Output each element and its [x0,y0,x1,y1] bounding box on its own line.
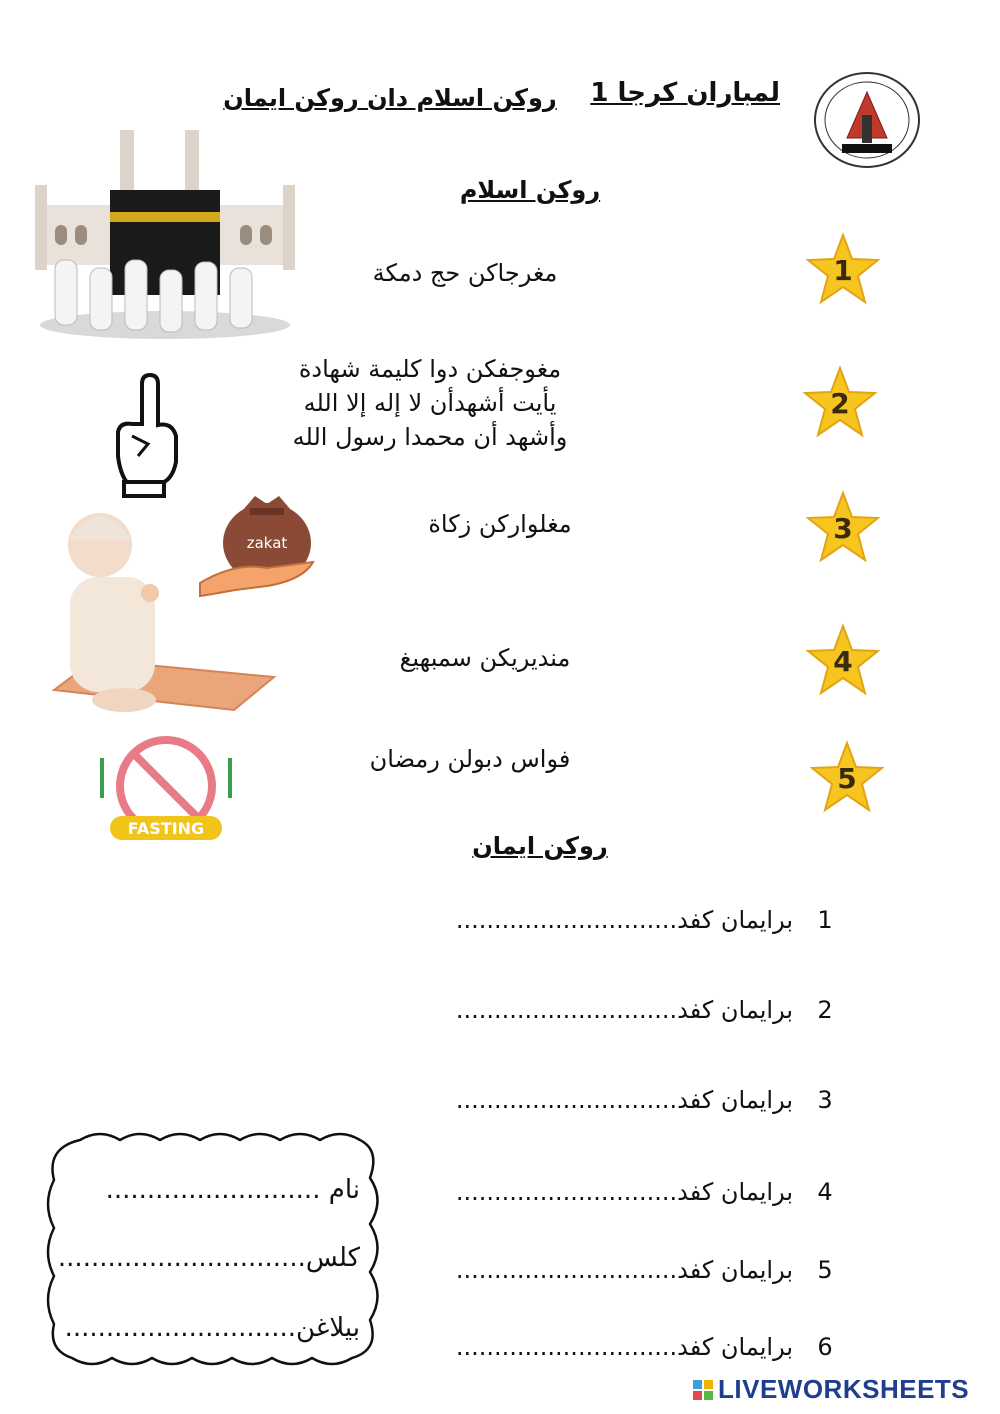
iman-label-4: برايمان كفد [677,1178,793,1206]
pillar-1-text: مغرجاكن حج دمكة [372,259,558,287]
pointing-finger-illustration [110,370,190,500]
iman-blank-2[interactable]: ............................. [455,996,678,1024]
star-number-2: 2 [830,387,850,420]
star-number-1: 1 [833,254,853,287]
number-label: بيلاغن [296,1313,360,1343]
rukun-islam-heading: روكن اسلام [459,176,601,204]
pillar-2-text [260,352,600,454]
iman-label-5: برايمان كفد [677,1256,793,1284]
pillar-5-text: فواس دبولن رمضان [369,745,571,773]
iman-label-2: برايمان كفد [677,996,793,1024]
iman-number-1: 1 [817,906,833,934]
star-badge-5 [810,740,884,814]
iman-row-3 [395,1080,835,1120]
iman-label-6: برايمان كفد [677,1333,793,1361]
iman-blank-4[interactable]: ............................. [455,1178,678,1206]
iman-row-4 [395,1172,835,1212]
star-number-4: 4 [833,645,853,678]
number-field-row [64,1313,360,1343]
pillar-3-text: مغلواركن زكاة [428,510,572,538]
iman-blank-3[interactable]: ............................. [455,1086,678,1114]
iman-number-2: 2 [817,996,833,1024]
iman-row-2 [395,990,835,1030]
iman-row-6 [395,1327,835,1367]
name-label: نام [328,1175,360,1205]
iman-blank-5[interactable]: ............................. [455,1256,678,1284]
iman-blank-1[interactable]: ............................. [455,906,678,934]
zakat-bag-label: zakat [246,534,288,552]
pillar-4-text: منديريكن سمبهيغ [399,644,571,672]
class-blank[interactable]: .............................. [57,1243,306,1273]
star-badge-2 [803,365,877,439]
number-blank[interactable]: ............................ [64,1313,297,1343]
iman-label-3: برايمان كفد [677,1086,793,1114]
iman-number-3: 3 [817,1086,833,1114]
star-number-3: 3 [833,512,853,545]
class-field-row [57,1243,360,1273]
iman-row-5 [395,1250,835,1290]
class-label: كلس [305,1243,360,1273]
iman-number-5: 5 [817,1256,833,1284]
liveworksheets-logo-icon [693,1380,713,1400]
iman-blank-6[interactable]: ............................. [455,1333,678,1361]
star-badge-4 [806,623,880,697]
pillar-2-line-2: يأيت أشهدأن لا إله إلا الله [303,389,557,417]
iman-number-4: 4 [817,1178,833,1206]
praying-child-illustration [52,495,277,720]
liveworksheets-watermark: LIVEWORKSHEETS [718,1374,970,1404]
iman-number-6: 6 [817,1333,833,1361]
star-badge-1 [806,232,880,306]
rukun-iman-heading: روكن ايمان [472,832,608,860]
pillar-2-line-3: وأشهد أن محمدا رسول الله [292,423,568,451]
worksheet-subtitle: روكن اسلام دان روكن ايمان [223,84,557,112]
fasting-badge-illustration [92,728,240,858]
school-logo [812,70,922,170]
star-badge-3 [806,490,880,564]
kaaba-illustration [25,120,305,345]
star-number-5: 5 [837,762,857,795]
iman-row-1 [395,900,835,940]
pillar-2-line-1: مغوجفكن دوا كليمة شهادة [298,355,562,383]
iman-label-1: برايمان كفد [677,906,793,934]
name-field-row [70,1175,360,1205]
fasting-badge-label: FASTING [127,819,205,838]
worksheet-title: لمباران كرجا 1 [590,78,780,108]
name-blank[interactable]: .......................... [105,1175,321,1205]
